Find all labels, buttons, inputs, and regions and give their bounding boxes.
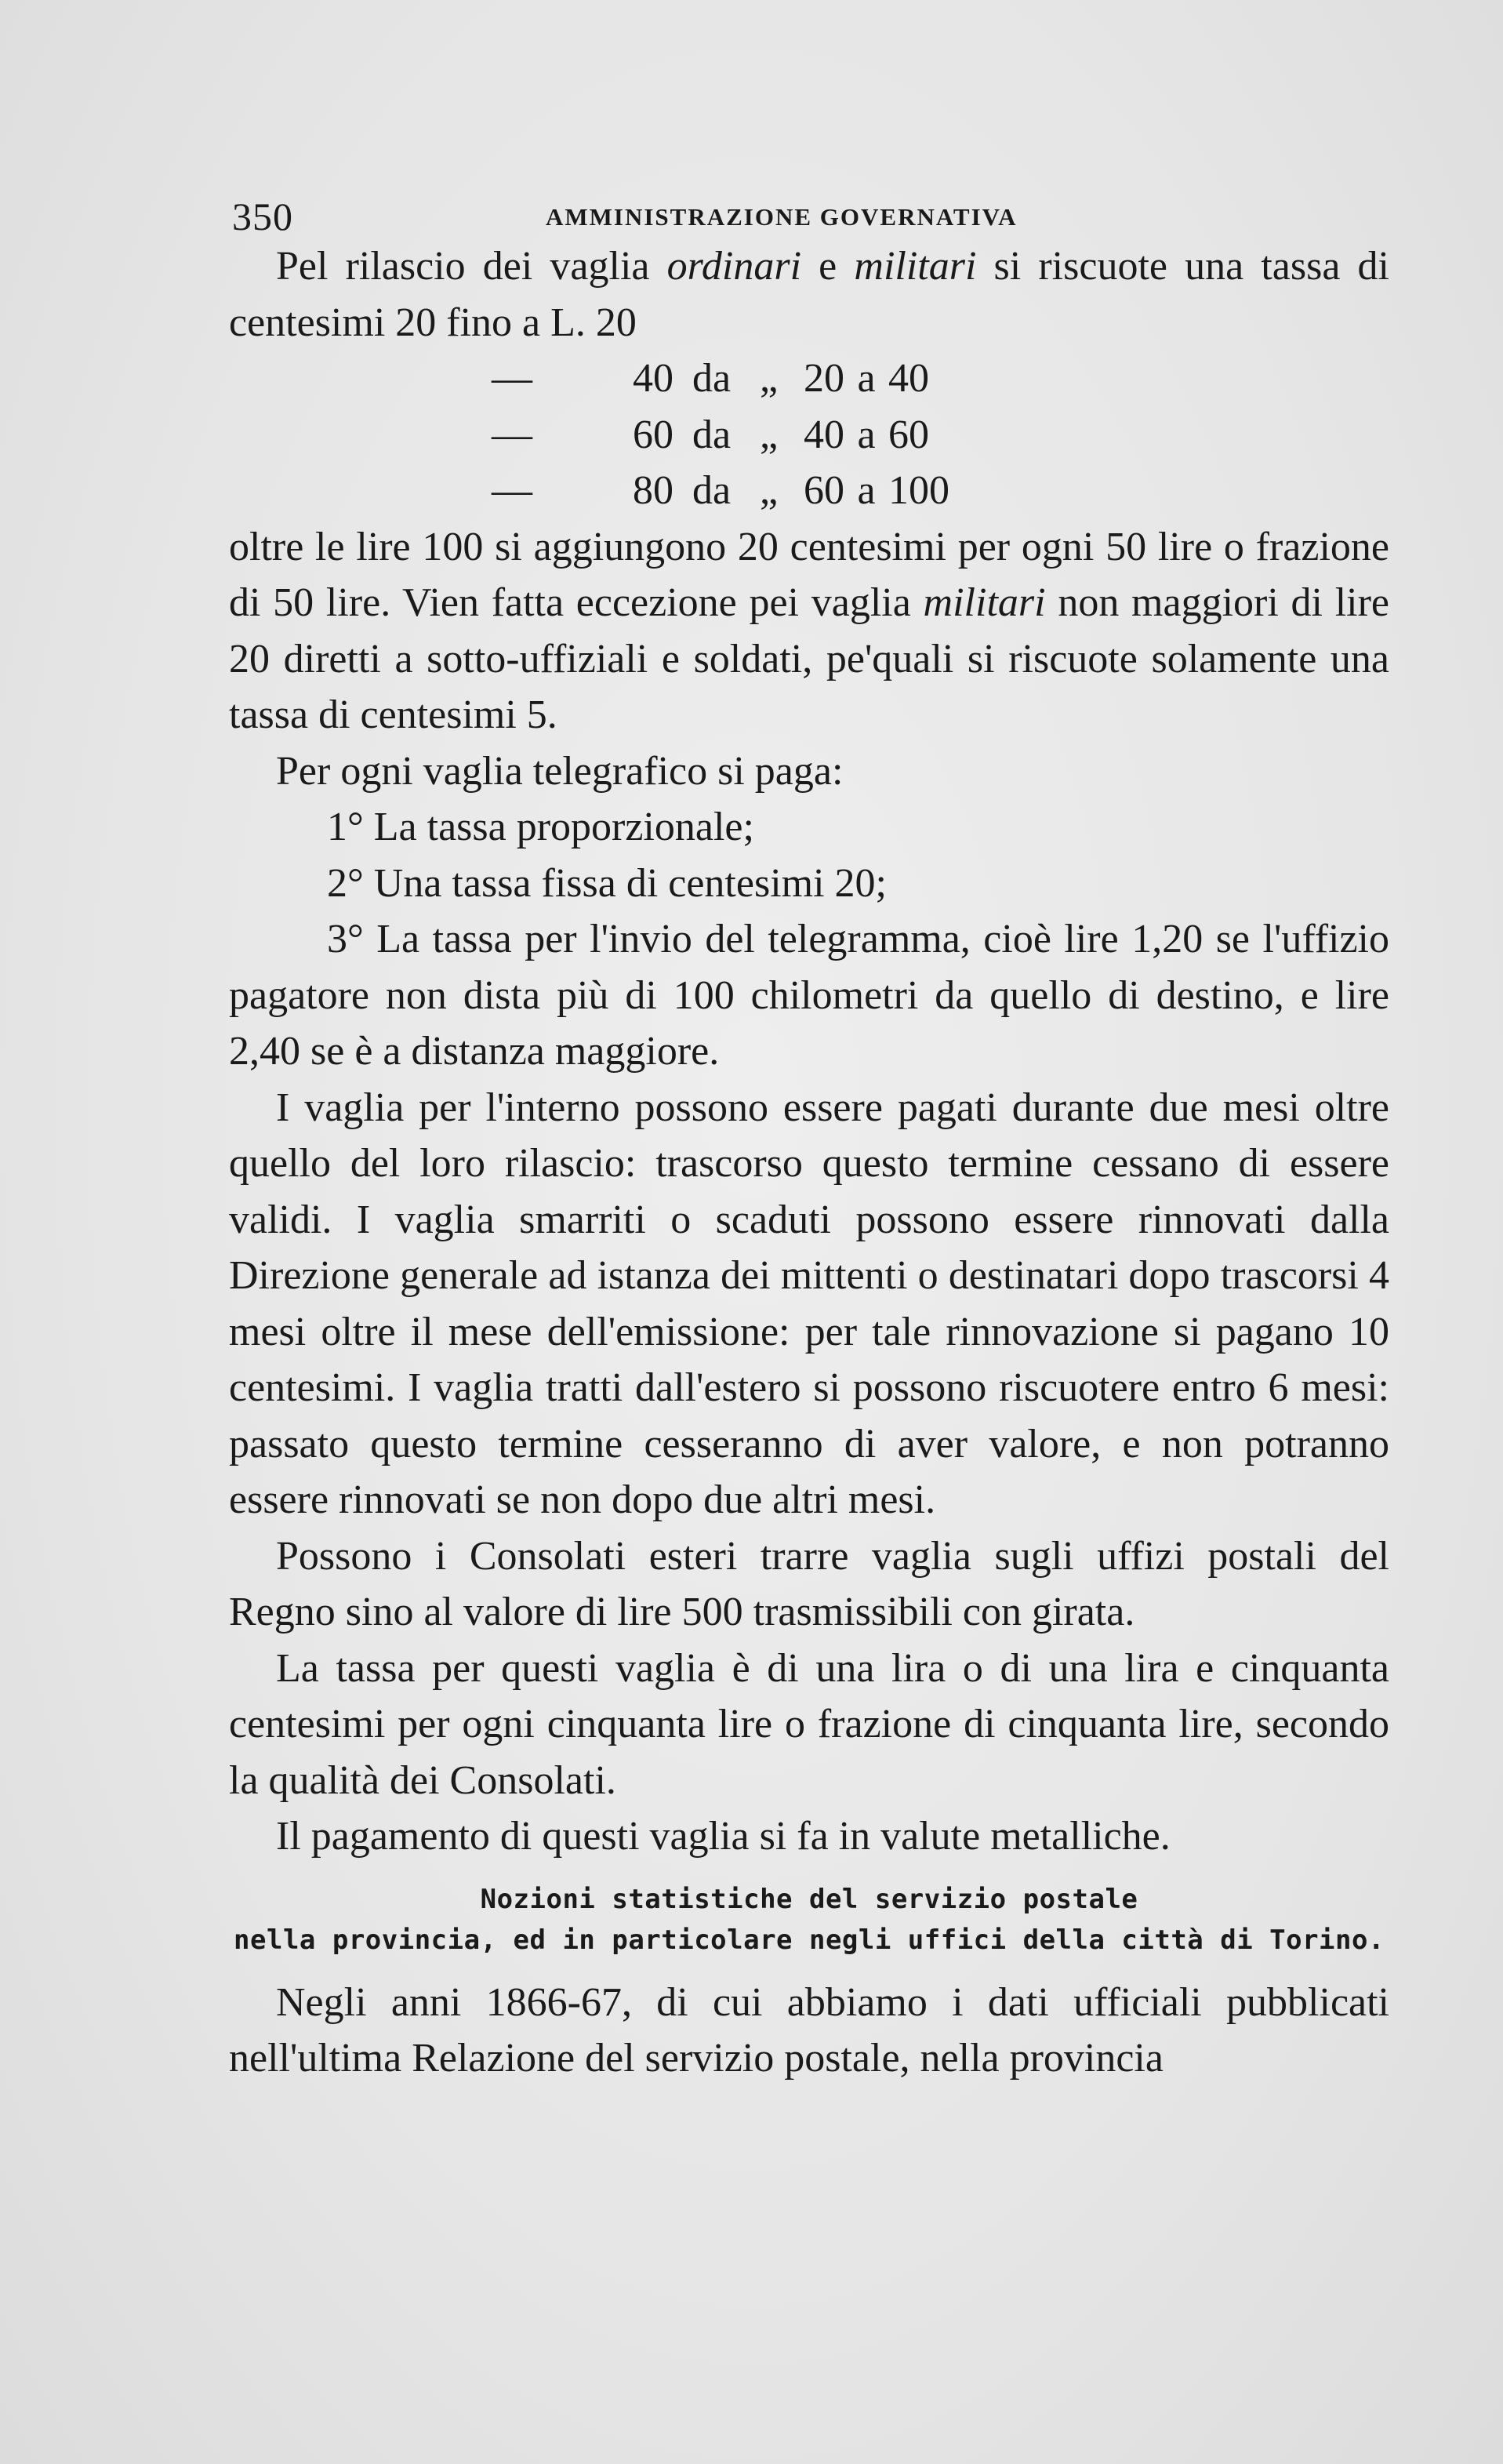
rate-sep: a xyxy=(857,412,876,457)
section-heading-line: Nozioni statistiche del servizio postale xyxy=(480,1883,1138,1915)
rate-row xyxy=(229,351,1389,407)
rate-dash: — xyxy=(492,468,532,513)
text-run: non maggiori di lire 20 diretti a sotto-uffiziali e soldati, pe'quali si riscuote solamente una tassa di centesimi 5. xyxy=(229,580,1390,737)
paragraph-rates-intro xyxy=(229,238,1389,351)
rate-to: 60 xyxy=(888,412,929,457)
rate-dash: — xyxy=(492,412,532,457)
paragraph-rates-continuation xyxy=(229,519,1389,743)
paragraph-consulates: Possono i Consolati esteri trarre vaglia sugli uffizi postali del Regno sino al valore di lire 500 trasmissibili con girata. xyxy=(229,1533,1389,1634)
italic-term: militari xyxy=(854,244,977,289)
running-title: AMMINISTRAZIONE GOVERNATIVA xyxy=(546,203,1018,231)
rate-da: da xyxy=(692,356,732,401)
rate-ditto-mark: „ xyxy=(760,412,779,457)
paragraph-payment: Il pagamento di questi vaglia si fa in valute metalliche. xyxy=(276,1814,1171,1859)
text-run: si riscuote una tassa di centesimi 20 fino a L. 20 xyxy=(229,244,1389,345)
section-heading xyxy=(229,1879,1389,1961)
rate-amount: 60 xyxy=(633,412,673,457)
italic-term: militari xyxy=(923,580,1046,625)
rate-to: 40 xyxy=(888,356,929,401)
rate-dash: — xyxy=(492,356,532,401)
section-heading-line: nella provincia, ed in particolare negli uffici della città di Torino. xyxy=(234,1924,1385,1956)
text-run: Pel rilascio dei vaglia xyxy=(276,244,667,289)
rate-to: 100 xyxy=(888,468,949,513)
list-item: 2° Una tassa fissa di centesimi 20; xyxy=(327,860,887,906)
rate-da: da xyxy=(692,468,732,513)
rate-from: 40 xyxy=(804,412,844,457)
rate-row xyxy=(229,407,1389,463)
paragraph-telegraphic: Per ogni vaglia telegrafico si paga: xyxy=(276,748,844,794)
rate-row xyxy=(229,463,1389,519)
text-run: oltre le lire 100 si aggiungono 20 centesimi per ogni 50 lire o frazione di 50 lire. Vien fatta eccezione pei vaglia xyxy=(229,524,1389,625)
page-body xyxy=(229,238,1389,2087)
rate-ditto-mark: „ xyxy=(760,356,779,401)
rate-sep: a xyxy=(857,468,876,513)
rate-sep: a xyxy=(857,356,876,401)
paragraph-statistics: Negli anni 1866-67, di cui abbiamo i dati ufficiali pubblicati nell'ultima Relazione del servizio postale, nella provincia xyxy=(229,1979,1389,2081)
rate-from: 60 xyxy=(804,468,844,513)
page-number: 350 xyxy=(232,194,293,238)
rate-from: 20 xyxy=(804,356,844,401)
list-item: 3° La tassa per l'invio del telegramma, cioè lire 1,20 se l'uffizio pagatore non dista più di 100 chilometri da quello di destino, e lire 2,40 se è a distanza maggiore. xyxy=(229,917,1389,1074)
italic-term: ordinari xyxy=(666,244,802,289)
rate-ditto-mark: „ xyxy=(760,468,779,513)
text-run: e xyxy=(801,244,855,289)
rate-da: da xyxy=(692,412,732,457)
rate-amount: 80 xyxy=(633,468,673,513)
list-item: 1° La tassa proporzionale; xyxy=(327,805,754,849)
rate-table xyxy=(229,351,1389,519)
rate-amount: 40 xyxy=(633,356,673,401)
paragraph-consular-fee: La tassa per questi vaglia è di una lira o di una lira e cinquanta centesimi per ogni cinquanta lire o frazione di cinquanta lire, secondo la qualità dei Consolati. xyxy=(229,1645,1389,1803)
page-header xyxy=(232,193,1385,240)
paragraph-validity: I vaglia per l'interno possono essere pagati durante due mesi oltre quello del loro rilascio: trascorso questo termine cessano di essere validi. I vaglia smarriti o scaduti possono essere rinnovati dalla Direzione generale ad istanza dei mittenti o destinatari dopo trascorsi 4 mesi oltre il mese dell'emissione: per tale rinnovazione si pagano 10 centesimi. I vaglia tratti dall'estero si possono riscuotere entro 6 mesi: passato questo termine cesseranno di aver valore, e non potranno essere rinnovati se non dopo due altri mesi. xyxy=(229,1085,1389,1522)
